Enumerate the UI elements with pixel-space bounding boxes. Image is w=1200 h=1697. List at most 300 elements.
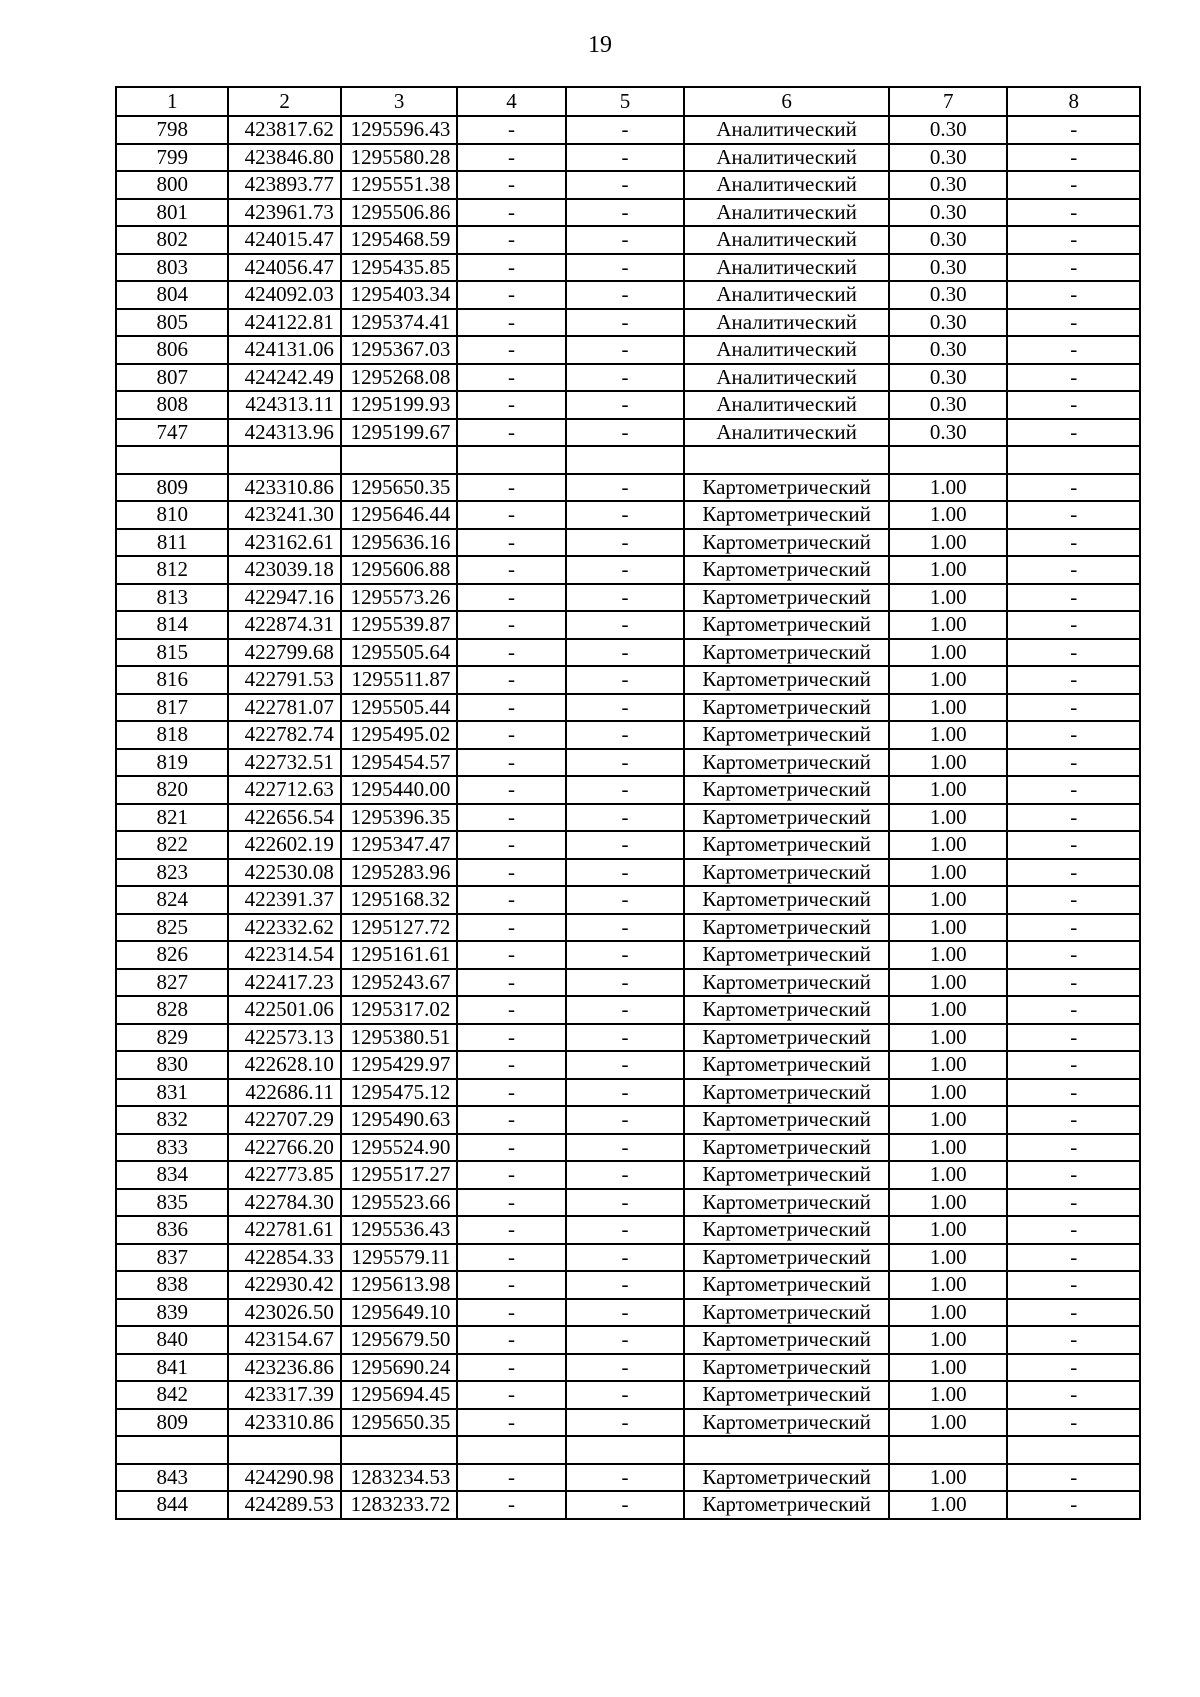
y-coordinate-cell: 1295199.67 (341, 419, 457, 447)
col8-cell: - (1007, 721, 1140, 749)
col8-cell (1007, 446, 1140, 474)
col8-cell: - (1007, 144, 1140, 172)
y-coordinate-cell: 1295511.87 (341, 666, 457, 694)
point-number-cell: 815 (116, 639, 228, 667)
col4-cell: - (457, 556, 565, 584)
x-coordinate-cell: 422530.08 (228, 859, 340, 887)
point-number-cell: 802 (116, 226, 228, 254)
col8-cell: - (1007, 694, 1140, 722)
point-number-cell: 831 (116, 1079, 228, 1107)
point-number-cell: 838 (116, 1271, 228, 1299)
col8-cell: - (1007, 1051, 1140, 1079)
col5-cell: - (566, 666, 684, 694)
x-coordinate-cell: 423310.86 (228, 1409, 340, 1437)
col4-cell: - (457, 309, 565, 337)
method-cell: Аналитический (684, 116, 889, 144)
y-coordinate-cell: 1295694.45 (341, 1381, 457, 1409)
x-coordinate-cell: 422782.74 (228, 721, 340, 749)
point-number-cell: 835 (116, 1189, 228, 1217)
y-coordinate-cell: 1295650.35 (341, 1409, 457, 1437)
accuracy-cell: 0.30 (889, 419, 1007, 447)
col5-cell: - (566, 914, 684, 942)
x-coordinate-cell: 422799.68 (228, 639, 340, 667)
col4-cell: - (457, 969, 565, 997)
method-cell: Картометрический (684, 1299, 889, 1327)
y-coordinate-cell: 1295505.64 (341, 639, 457, 667)
x-coordinate-cell: 424289.53 (228, 1491, 340, 1519)
col4-cell: - (457, 941, 565, 969)
col5-cell: - (566, 419, 684, 447)
accuracy-cell: 1.00 (889, 1134, 1007, 1162)
method-cell: Картометрический (684, 996, 889, 1024)
col8-cell: - (1007, 474, 1140, 502)
col8-cell: - (1007, 969, 1140, 997)
y-coordinate-cell: 1295347.47 (341, 831, 457, 859)
coordinates-table (115, 86, 1141, 1520)
y-coordinate-cell: 1295199.93 (341, 391, 457, 419)
col4-cell: - (457, 391, 565, 419)
y-coordinate-cell: 1295396.35 (341, 804, 457, 832)
table-row (116, 446, 1140, 474)
col8-cell: - (1007, 281, 1140, 309)
col8-cell: - (1007, 1161, 1140, 1189)
col8-cell: - (1007, 1491, 1140, 1519)
col8-cell: - (1007, 501, 1140, 529)
accuracy-cell: 1.00 (889, 529, 1007, 557)
method-cell: Картометрический (684, 804, 889, 832)
y-coordinate-cell: 1295468.59 (341, 226, 457, 254)
y-coordinate-cell: 1295596.43 (341, 116, 457, 144)
method-cell (684, 446, 889, 474)
accuracy-cell: 1.00 (889, 1189, 1007, 1217)
point-number-cell: 825 (116, 914, 228, 942)
col5-cell: - (566, 254, 684, 282)
col4-cell: - (457, 171, 565, 199)
accuracy-cell: 1.00 (889, 639, 1007, 667)
col4-cell: - (457, 199, 565, 227)
header-cell: 2 (228, 87, 340, 116)
accuracy-cell: 0.30 (889, 254, 1007, 282)
x-coordinate-cell: 422391.37 (228, 886, 340, 914)
x-coordinate-cell: 422573.13 (228, 1024, 340, 1052)
accuracy-cell (889, 1436, 1007, 1464)
point-number-cell: 829 (116, 1024, 228, 1052)
method-cell: Картометрический (684, 1326, 889, 1354)
col8-cell: - (1007, 1299, 1140, 1327)
col8-cell: - (1007, 886, 1140, 914)
col5-cell: - (566, 1244, 684, 1272)
col5-cell: - (566, 1189, 684, 1217)
x-coordinate-cell: 422686.11 (228, 1079, 340, 1107)
point-number-cell: 812 (116, 556, 228, 584)
col8-cell: - (1007, 1464, 1140, 1492)
y-coordinate-cell (341, 446, 457, 474)
table-row (116, 1271, 1140, 1299)
col5-cell (566, 1436, 684, 1464)
x-coordinate-cell: 423039.18 (228, 556, 340, 584)
y-coordinate-cell: 1295367.03 (341, 336, 457, 364)
method-cell: Картометрический (684, 1051, 889, 1079)
col4-cell: - (457, 1354, 565, 1382)
table-row (116, 1051, 1140, 1079)
col8-cell: - (1007, 666, 1140, 694)
table-row (116, 419, 1140, 447)
x-coordinate-cell: 422874.31 (228, 611, 340, 639)
header-cell: 3 (341, 87, 457, 116)
col4-cell: - (457, 1189, 565, 1217)
table-row (116, 116, 1140, 144)
table-row (116, 1134, 1140, 1162)
x-coordinate-cell: 424056.47 (228, 254, 340, 282)
accuracy-cell: 1.00 (889, 666, 1007, 694)
col5-cell: - (566, 1409, 684, 1437)
y-coordinate-cell: 1295649.10 (341, 1299, 457, 1327)
col5-cell: - (566, 171, 684, 199)
method-cell: Картометрический (684, 1464, 889, 1492)
y-coordinate-cell: 1295573.26 (341, 584, 457, 612)
table-row (116, 1464, 1140, 1492)
x-coordinate-cell: 422628.10 (228, 1051, 340, 1079)
col8-cell: - (1007, 1024, 1140, 1052)
col4-cell: - (457, 419, 565, 447)
x-coordinate-cell: 422791.53 (228, 666, 340, 694)
y-coordinate-cell: 1295161.61 (341, 941, 457, 969)
col5-cell: - (566, 529, 684, 557)
x-coordinate-cell: 423241.30 (228, 501, 340, 529)
col4-cell: - (457, 639, 565, 667)
col8-cell: - (1007, 254, 1140, 282)
col4-cell: - (457, 721, 565, 749)
table-row (116, 1161, 1140, 1189)
table-row (116, 501, 1140, 529)
y-coordinate-cell: 1295374.41 (341, 309, 457, 337)
col5-cell: - (566, 584, 684, 612)
col8-cell: - (1007, 336, 1140, 364)
point-number-cell: 834 (116, 1161, 228, 1189)
accuracy-cell: 1.00 (889, 474, 1007, 502)
method-cell: Аналитический (684, 309, 889, 337)
table-row (116, 309, 1140, 337)
x-coordinate-cell: 422417.23 (228, 969, 340, 997)
y-coordinate-cell: 1295580.28 (341, 144, 457, 172)
table-row (116, 171, 1140, 199)
point-number-cell: 805 (116, 309, 228, 337)
table-row (116, 1354, 1140, 1382)
col4-cell: - (457, 116, 565, 144)
x-coordinate-cell: 423317.39 (228, 1381, 340, 1409)
x-coordinate-cell: 422732.51 (228, 749, 340, 777)
x-coordinate-cell: 423893.77 (228, 171, 340, 199)
y-coordinate-cell: 1283234.53 (341, 1464, 457, 1492)
col4-cell: - (457, 1271, 565, 1299)
y-coordinate-cell: 1295506.86 (341, 199, 457, 227)
table-row (116, 831, 1140, 859)
x-coordinate-cell: 424313.96 (228, 419, 340, 447)
col8-cell: - (1007, 391, 1140, 419)
col8-cell: - (1007, 639, 1140, 667)
col4-cell: - (457, 886, 565, 914)
accuracy-cell: 1.00 (889, 749, 1007, 777)
col5-cell: - (566, 749, 684, 777)
method-cell: Картометрический (684, 886, 889, 914)
accuracy-cell: 1.00 (889, 1051, 1007, 1079)
col5-cell: - (566, 639, 684, 667)
col4-cell: - (457, 914, 565, 942)
point-number-cell: 832 (116, 1106, 228, 1134)
x-coordinate-cell: 422781.61 (228, 1216, 340, 1244)
x-coordinate-cell: 422332.62 (228, 914, 340, 942)
x-coordinate-cell: 423026.50 (228, 1299, 340, 1327)
col5-cell: - (566, 1216, 684, 1244)
table-row (116, 804, 1140, 832)
point-number-cell: 801 (116, 199, 228, 227)
x-coordinate-cell: 422854.33 (228, 1244, 340, 1272)
point-number-cell: 809 (116, 474, 228, 502)
accuracy-cell: 1.00 (889, 859, 1007, 887)
y-coordinate-cell (341, 1436, 457, 1464)
method-cell: Картометрический (684, 1161, 889, 1189)
accuracy-cell: 0.30 (889, 391, 1007, 419)
col4-cell: - (457, 281, 565, 309)
method-cell: Картометрический (684, 639, 889, 667)
method-cell: Картометрический (684, 1079, 889, 1107)
x-coordinate-cell: 422602.19 (228, 831, 340, 859)
col5-cell: - (566, 501, 684, 529)
accuracy-cell: 1.00 (889, 804, 1007, 832)
accuracy-cell: 0.30 (889, 364, 1007, 392)
table-row (116, 914, 1140, 942)
method-cell: Аналитический (684, 281, 889, 309)
method-cell: Аналитический (684, 254, 889, 282)
point-number-cell: 839 (116, 1299, 228, 1327)
table-row (116, 969, 1140, 997)
table-row (116, 721, 1140, 749)
col4-cell: - (457, 666, 565, 694)
table-row (116, 226, 1140, 254)
col4-cell: - (457, 226, 565, 254)
col4-cell: - (457, 501, 565, 529)
table-row (116, 529, 1140, 557)
x-coordinate-cell: 422930.42 (228, 1271, 340, 1299)
col8-cell: - (1007, 364, 1140, 392)
point-number-cell: 800 (116, 171, 228, 199)
table-row (116, 996, 1140, 1024)
method-cell: Аналитический (684, 391, 889, 419)
col4-cell: - (457, 1051, 565, 1079)
x-coordinate-cell (228, 446, 340, 474)
point-number-cell: 798 (116, 116, 228, 144)
method-cell: Картометрический (684, 501, 889, 529)
col5-cell: - (566, 721, 684, 749)
method-cell: Картометрический (684, 969, 889, 997)
method-cell: Картометрический (684, 1354, 889, 1382)
table-row (116, 1409, 1140, 1437)
col4-cell (457, 446, 565, 474)
col5-cell: - (566, 1051, 684, 1079)
accuracy-cell: 1.00 (889, 501, 1007, 529)
point-number-cell: 821 (116, 804, 228, 832)
y-coordinate-cell: 1295454.57 (341, 749, 457, 777)
col5-cell: - (566, 336, 684, 364)
table-row (116, 666, 1140, 694)
table-row (116, 474, 1140, 502)
method-cell: Аналитический (684, 226, 889, 254)
table-row (116, 391, 1140, 419)
header-cell: 5 (566, 87, 684, 116)
table-row (116, 1024, 1140, 1052)
col4-cell: - (457, 1216, 565, 1244)
col5-cell: - (566, 831, 684, 859)
table-row (116, 281, 1140, 309)
x-coordinate-cell: 424122.81 (228, 309, 340, 337)
col8-cell (1007, 1436, 1140, 1464)
col8-cell: - (1007, 859, 1140, 887)
x-coordinate-cell: 424015.47 (228, 226, 340, 254)
method-cell: Картометрический (684, 1409, 889, 1437)
col5-cell: - (566, 859, 684, 887)
y-coordinate-cell: 1295490.63 (341, 1106, 457, 1134)
accuracy-cell: 0.30 (889, 116, 1007, 144)
accuracy-cell: 0.30 (889, 281, 1007, 309)
method-cell: Картометрический (684, 1216, 889, 1244)
col4-cell: - (457, 1024, 565, 1052)
x-coordinate-cell: 423961.73 (228, 199, 340, 227)
header-cell: 8 (1007, 87, 1140, 116)
point-number-cell: 836 (116, 1216, 228, 1244)
table-row (116, 859, 1140, 887)
accuracy-cell: 0.30 (889, 336, 1007, 364)
col4-cell: - (457, 1409, 565, 1437)
point-number-cell: 840 (116, 1326, 228, 1354)
x-coordinate-cell: 422766.20 (228, 1134, 340, 1162)
table-row (116, 611, 1140, 639)
accuracy-cell: 1.00 (889, 996, 1007, 1024)
accuracy-cell: 1.00 (889, 721, 1007, 749)
point-number-cell: 841 (116, 1354, 228, 1382)
col8-cell: - (1007, 199, 1140, 227)
accuracy-cell: 1.00 (889, 1409, 1007, 1437)
page-number: 19 (588, 32, 612, 58)
col5-cell: - (566, 611, 684, 639)
header-cell: 4 (457, 87, 565, 116)
header-cell: 1 (116, 87, 228, 116)
table-row (116, 199, 1140, 227)
method-cell: Картометрический (684, 1106, 889, 1134)
method-cell: Картометрический (684, 1024, 889, 1052)
point-number-cell: 818 (116, 721, 228, 749)
y-coordinate-cell: 1295524.90 (341, 1134, 457, 1162)
col8-cell: - (1007, 804, 1140, 832)
col8-cell: - (1007, 776, 1140, 804)
col4-cell: - (457, 1299, 565, 1327)
table-row (116, 1106, 1140, 1134)
col4-cell: - (457, 336, 565, 364)
col5-cell: - (566, 1271, 684, 1299)
method-cell: Картометрический (684, 474, 889, 502)
col4-cell: - (457, 996, 565, 1024)
col5-cell: - (566, 1299, 684, 1327)
method-cell: Картометрический (684, 1491, 889, 1519)
col5-cell: - (566, 199, 684, 227)
accuracy-cell: 0.30 (889, 171, 1007, 199)
col8-cell: - (1007, 996, 1140, 1024)
col8-cell: - (1007, 1216, 1140, 1244)
x-coordinate-cell: 422947.16 (228, 584, 340, 612)
point-number-cell: 827 (116, 969, 228, 997)
x-coordinate-cell: 422656.54 (228, 804, 340, 832)
col5-cell: - (566, 309, 684, 337)
table-row (116, 941, 1140, 969)
x-coordinate-cell: 422501.06 (228, 996, 340, 1024)
y-coordinate-cell: 1295690.24 (341, 1354, 457, 1382)
col8-cell: - (1007, 749, 1140, 777)
y-coordinate-cell: 1295517.27 (341, 1161, 457, 1189)
x-coordinate-cell: 422773.85 (228, 1161, 340, 1189)
col4-cell: - (457, 749, 565, 777)
y-coordinate-cell: 1295435.85 (341, 254, 457, 282)
col8-cell: - (1007, 171, 1140, 199)
accuracy-cell: 1.00 (889, 1079, 1007, 1107)
y-coordinate-cell: 1295646.44 (341, 501, 457, 529)
x-coordinate-cell: 423846.80 (228, 144, 340, 172)
method-cell: Картометрический (684, 584, 889, 612)
x-coordinate-cell: 422314.54 (228, 941, 340, 969)
col4-cell: - (457, 1244, 565, 1272)
accuracy-cell: 1.00 (889, 1464, 1007, 1492)
x-coordinate-cell (228, 1436, 340, 1464)
col4-cell: - (457, 254, 565, 282)
col5-cell: - (566, 391, 684, 419)
method-cell: Картометрический (684, 776, 889, 804)
col8-cell: - (1007, 1409, 1140, 1437)
col4-cell: - (457, 1381, 565, 1409)
method-cell: Картометрический (684, 666, 889, 694)
col8-cell: - (1007, 831, 1140, 859)
col8-cell: - (1007, 556, 1140, 584)
x-coordinate-cell: 423162.61 (228, 529, 340, 557)
x-coordinate-cell: 424131.06 (228, 336, 340, 364)
col8-cell: - (1007, 611, 1140, 639)
point-number-cell (116, 446, 228, 474)
method-cell (684, 1436, 889, 1464)
point-number-cell: 843 (116, 1464, 228, 1492)
method-cell: Картометрический (684, 749, 889, 777)
accuracy-cell: 1.00 (889, 1381, 1007, 1409)
point-number-cell: 824 (116, 886, 228, 914)
y-coordinate-cell: 1283233.72 (341, 1491, 457, 1519)
col8-cell: - (1007, 1326, 1140, 1354)
col4-cell: - (457, 831, 565, 859)
accuracy-cell: 1.00 (889, 1216, 1007, 1244)
method-cell: Картометрический (684, 1271, 889, 1299)
x-coordinate-cell: 423236.86 (228, 1354, 340, 1382)
point-number-cell: 817 (116, 694, 228, 722)
x-coordinate-cell: 424242.49 (228, 364, 340, 392)
x-coordinate-cell: 424092.03 (228, 281, 340, 309)
accuracy-cell: 1.00 (889, 1024, 1007, 1052)
col5-cell: - (566, 1134, 684, 1162)
col4-cell: - (457, 1161, 565, 1189)
point-number-cell: 823 (116, 859, 228, 887)
method-cell: Картометрический (684, 1189, 889, 1217)
y-coordinate-cell: 1295243.67 (341, 969, 457, 997)
point-number-cell: 813 (116, 584, 228, 612)
y-coordinate-cell: 1295539.87 (341, 611, 457, 639)
col4-cell: - (457, 529, 565, 557)
point-number-cell: 814 (116, 611, 228, 639)
point-number-cell: 842 (116, 1381, 228, 1409)
col5-cell: - (566, 941, 684, 969)
